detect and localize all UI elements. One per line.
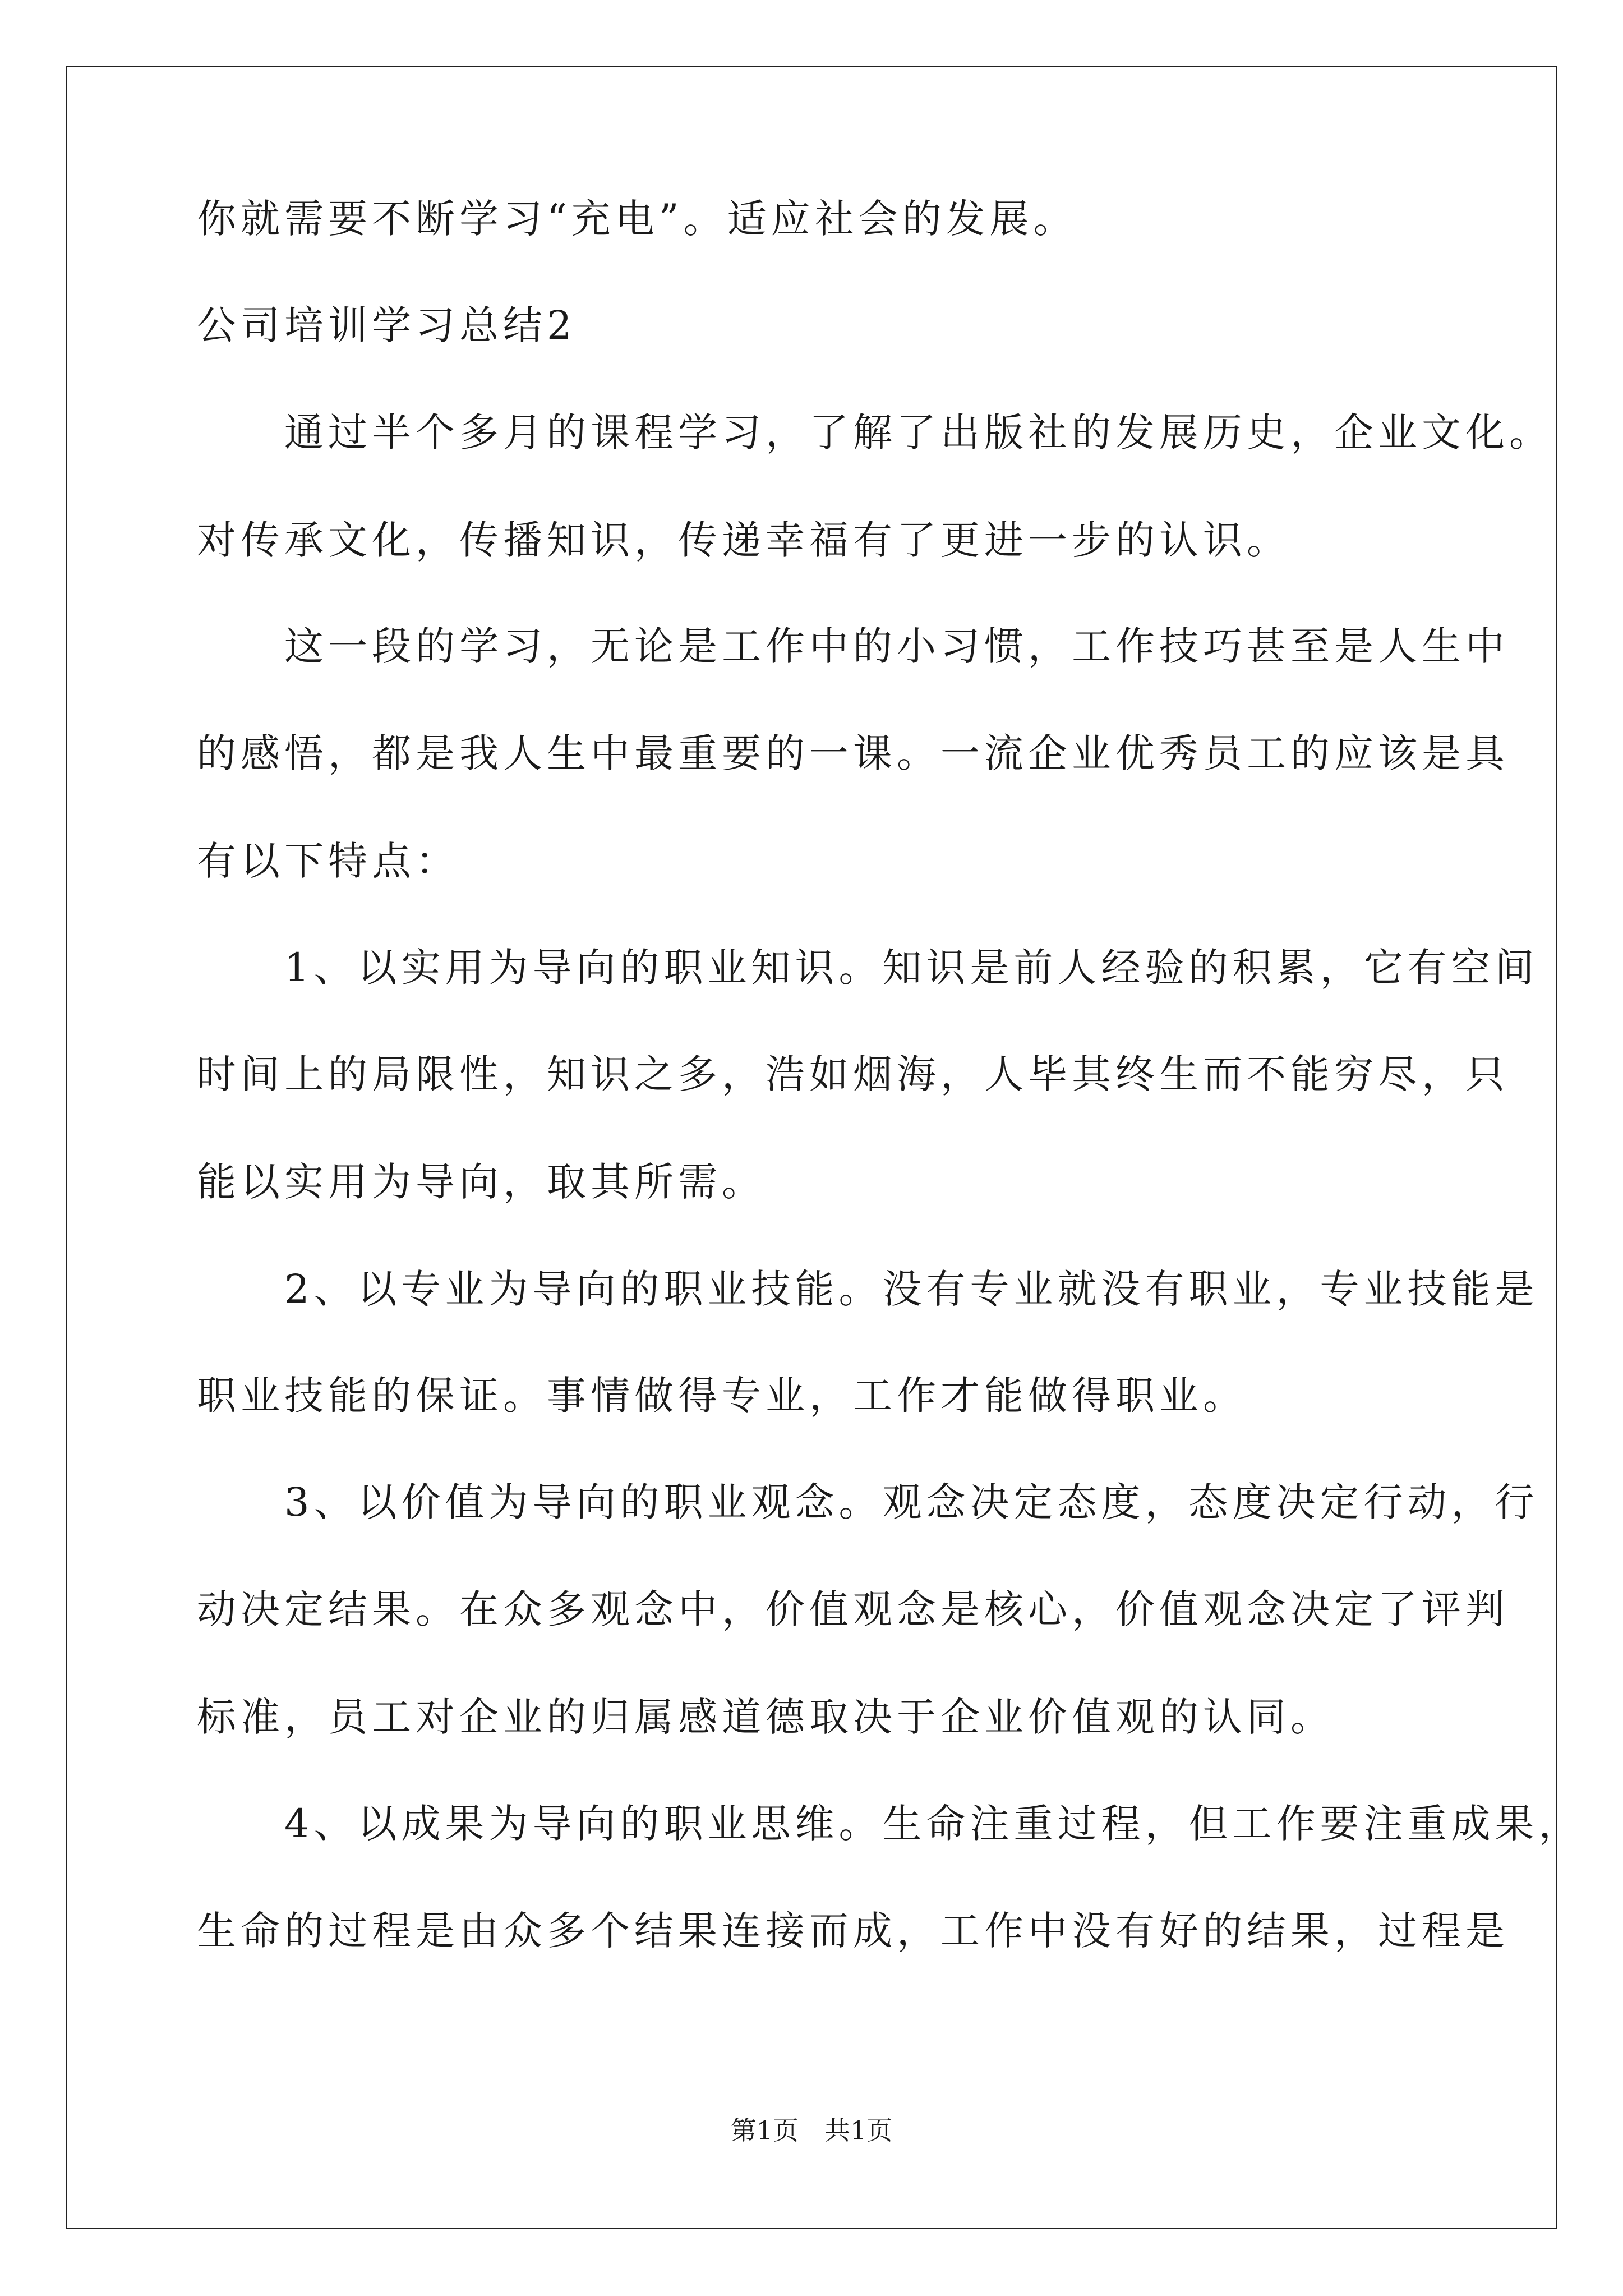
text-line: 生命的过程是由众多个结果连接而成，工作中没有好的结果，过程是 xyxy=(197,1908,1509,1954)
text-line: 有以下特点： xyxy=(197,838,459,884)
text-line: 标准，员工对企业的归属感道德取决于企业价值观的认同。 xyxy=(197,1694,1334,1740)
text-line: 3、以价值为导向的职业观念。观念决定态度，态度决定行动，行 xyxy=(197,1479,1539,1525)
text-line: 对传承文化，传播知识，传递幸福有了更进一步的认识。 xyxy=(197,517,1290,563)
section-heading: 公司培训学习总结2 xyxy=(197,302,577,348)
text-line: 时间上的局限性，知识之多，浩如烟海，人毕其终生而不能穷尽，只 xyxy=(197,1051,1509,1097)
text-line: 的感悟，都是我人生中最重要的一课。一流企业优秀员工的应该是具 xyxy=(197,730,1509,776)
text-line: 这一段的学习，无论是工作中的小习惯，工作技巧甚至是人生中 xyxy=(197,623,1509,669)
text-line: 能以实用为导向，取其所需。 xyxy=(197,1159,766,1205)
text-line: 1、以实用为导向的职业知识。知识是前人经验的积累，它有空间 xyxy=(197,945,1539,991)
text-line: 2、以专业为导向的职业技能。没有专业就没有职业，专业技能是 xyxy=(197,1266,1539,1312)
text-line: 4、以成果为导向的职业思维。生命注重过程，但工作要注重成果， xyxy=(197,1801,1583,1847)
text-line: 通过半个多月的课程学习，了解了出版社的发展历史，企业文化。 xyxy=(197,409,1553,455)
text-line: 动决定结果。在众多观念中，价值观念是核心，价值观念决定了评判 xyxy=(197,1586,1509,1632)
page-footer: 第1页 共1页 xyxy=(730,2115,893,2146)
text-line: 职业技能的保证。事情做得专业，工作才能做得职业。 xyxy=(197,1373,1247,1419)
text-line: 你就需要不断学习“充电”。适应社会的发展。 xyxy=(197,196,1077,242)
